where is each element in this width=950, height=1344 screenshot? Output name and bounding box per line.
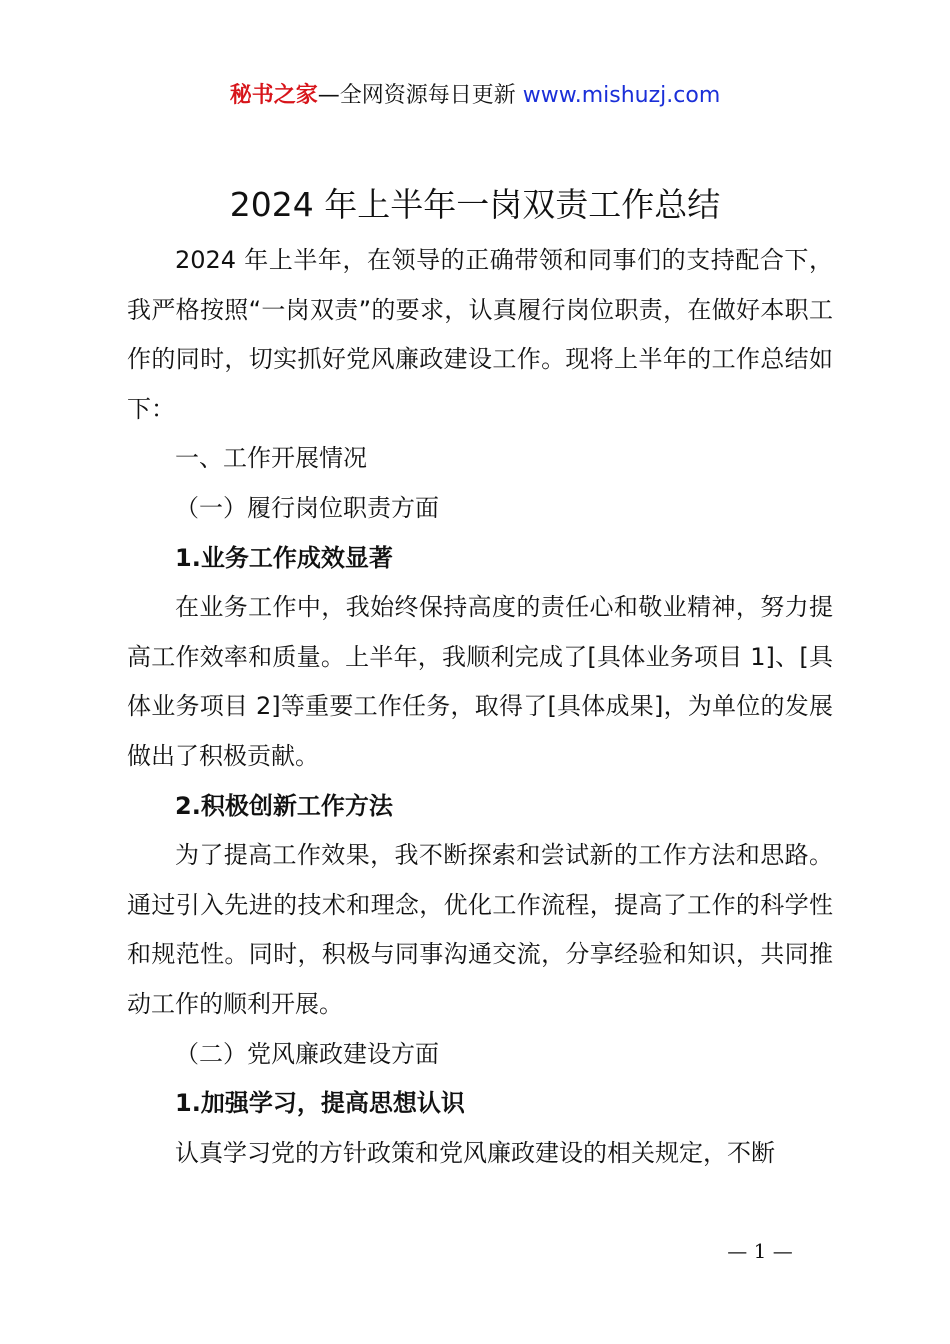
body-paragraph: 在业务工作中，我始终保持高度的责任心和敬业精神，努力提高工作效率和质量。上半年，我顺利完成了[具体业务项目 1]、[具体业务项目 2]等重要工作任务，取得了[具体成果]，为单位的发展做出了积极贡献。 (127, 593, 833, 770)
subsection-heading: （二）党风廉政建设方面 (175, 1039, 439, 1068)
header-tagline: —全网资源每日更新 (317, 83, 523, 108)
site-url-link[interactable]: www.mishuzj.com (522, 83, 721, 108)
page-number: — 1 — (727, 1239, 793, 1263)
body-paragraph: 为了提高工作效果，我不断探索和尝试新的工作方法和思路。通过引入先进的技术和理念，优化工作流程，提高了工作的科学性和规范性。同时，积极与同事沟通交流，分享经验和知识，共同推动工作的顺利开展。 (127, 841, 833, 1018)
brand-name: 秘书之家 (229, 83, 318, 108)
body-paragraph: 认真学习党的方针政策和党风廉政建设的相关规定，不断 (175, 1138, 775, 1167)
item-heading: 1.业务工作成效显著 (175, 543, 393, 572)
document-body (127, 236, 833, 1178)
site-header (0, 80, 950, 112)
subsection-heading: （一）履行岗位职责方面 (175, 493, 439, 522)
item-heading: 2.积极创新工作方法 (175, 791, 393, 820)
document-title: 2024 年上半年一岗双责工作总结 (229, 185, 721, 224)
item-heading: 1.加强学习，提高思想认识 (175, 1089, 465, 1118)
section-heading: 一、工作开展情况 (175, 444, 367, 473)
intro-paragraph: 2024 年上半年，在领导的正确带领和同事们的支持配合下，我严格按照“一岗双责”的要求，认真履行岗位职责，在做好本职工作的同时，切实抓好党风廉政建设工作。现将上半年的工作总结如下： (127, 246, 833, 423)
